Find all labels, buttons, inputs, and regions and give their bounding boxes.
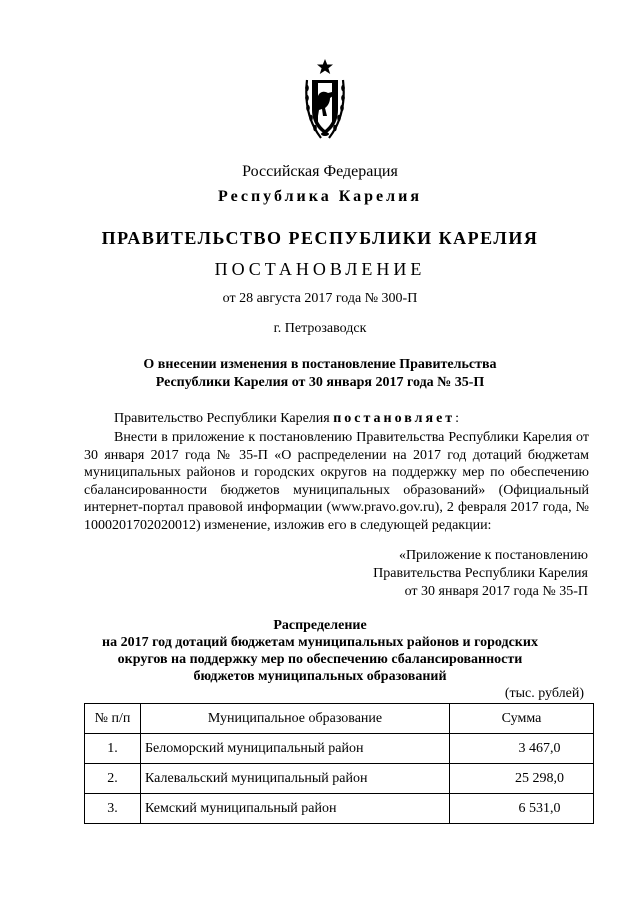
distribution-line: на 2017 год дотаций бюджетам муниципальных районов и городских <box>102 635 538 650</box>
appendix-reference <box>373 547 588 601</box>
distribution-title <box>0 617 640 685</box>
header-municipality: Муниципальное образование <box>141 704 450 734</box>
distribution-line: округов на поддержку мер по обеспечению сбалансированности <box>117 652 523 667</box>
republic-heading: Республика Карелия <box>218 188 422 205</box>
table-row <box>85 764 594 794</box>
intro-end: : <box>455 411 460 426</box>
decree-verb: постановляет <box>333 411 456 426</box>
row-municipality: Кемский муниципальный район <box>141 794 450 824</box>
document-type-heading: ПОСТАНОВЛЕНИЕ <box>214 259 426 279</box>
distribution-table <box>84 703 594 824</box>
appendix-line: от 30 января 2017 года № 35-П <box>404 584 588 599</box>
row-sum: 6 531,0 <box>450 794 594 824</box>
table-row <box>85 794 594 824</box>
row-sum: 3 467,0 <box>450 734 594 764</box>
document-subject <box>0 356 640 392</box>
row-municipality: Калевальский муниципальный район <box>141 764 450 794</box>
karelia-coat-of-arms-icon <box>303 58 347 146</box>
distribution-heading: Распределение <box>273 618 367 633</box>
header-number: № п/п <box>85 704 141 734</box>
body-paragraph-main: Внести в приложение к постановлению Правительства Республики Карелия от 30 января 2017 года № 35-П «О распределении на 2017 год дотаций бюджетам муниципальных районов и городских округов на поддержку мер по обеспечению сбалансированности бюджетов муниципальных образований» (Официальный интернет-портал правовой информации (www.pravo.gov.ru), 2 февраля 2017 года, № 1000201702020012) изменение, изложив его в следующей редакции: <box>84 430 589 533</box>
units-label: (тыс. рублей) <box>504 686 584 701</box>
subject-line: Республики Карелия от 30 января 2017 года № 35-П <box>155 375 485 390</box>
row-municipality: Беломорский муниципальный район <box>141 734 450 764</box>
row-sum: 25 298,0 <box>450 764 594 794</box>
appendix-line: Правительства Республики Карелия <box>373 566 588 581</box>
body-paragraph-intro <box>84 410 589 428</box>
government-heading: ПРАВИТЕЛЬСТВО РЕСПУБЛИКИ КАРЕЛИЯ <box>101 228 539 248</box>
subject-line: О внесении изменения в постановление Правительства <box>143 357 497 372</box>
distribution-line: бюджетов муниципальных образований <box>193 669 447 684</box>
federation-heading: Российская Федерация <box>242 163 398 180</box>
row-number: 1. <box>85 734 141 764</box>
header-sum: Сумма <box>450 704 594 734</box>
row-number: 3. <box>85 794 141 824</box>
document-city: г. Петрозаводск <box>273 321 367 336</box>
row-number: 2. <box>85 764 141 794</box>
table-header-row <box>85 704 594 734</box>
table-row <box>85 734 594 764</box>
intro-text: Правительство Республики Карелия <box>114 411 334 426</box>
appendix-line: «Приложение к постановлению <box>398 548 588 563</box>
document-date: от 28 августа 2017 года № 300-П <box>222 291 418 306</box>
